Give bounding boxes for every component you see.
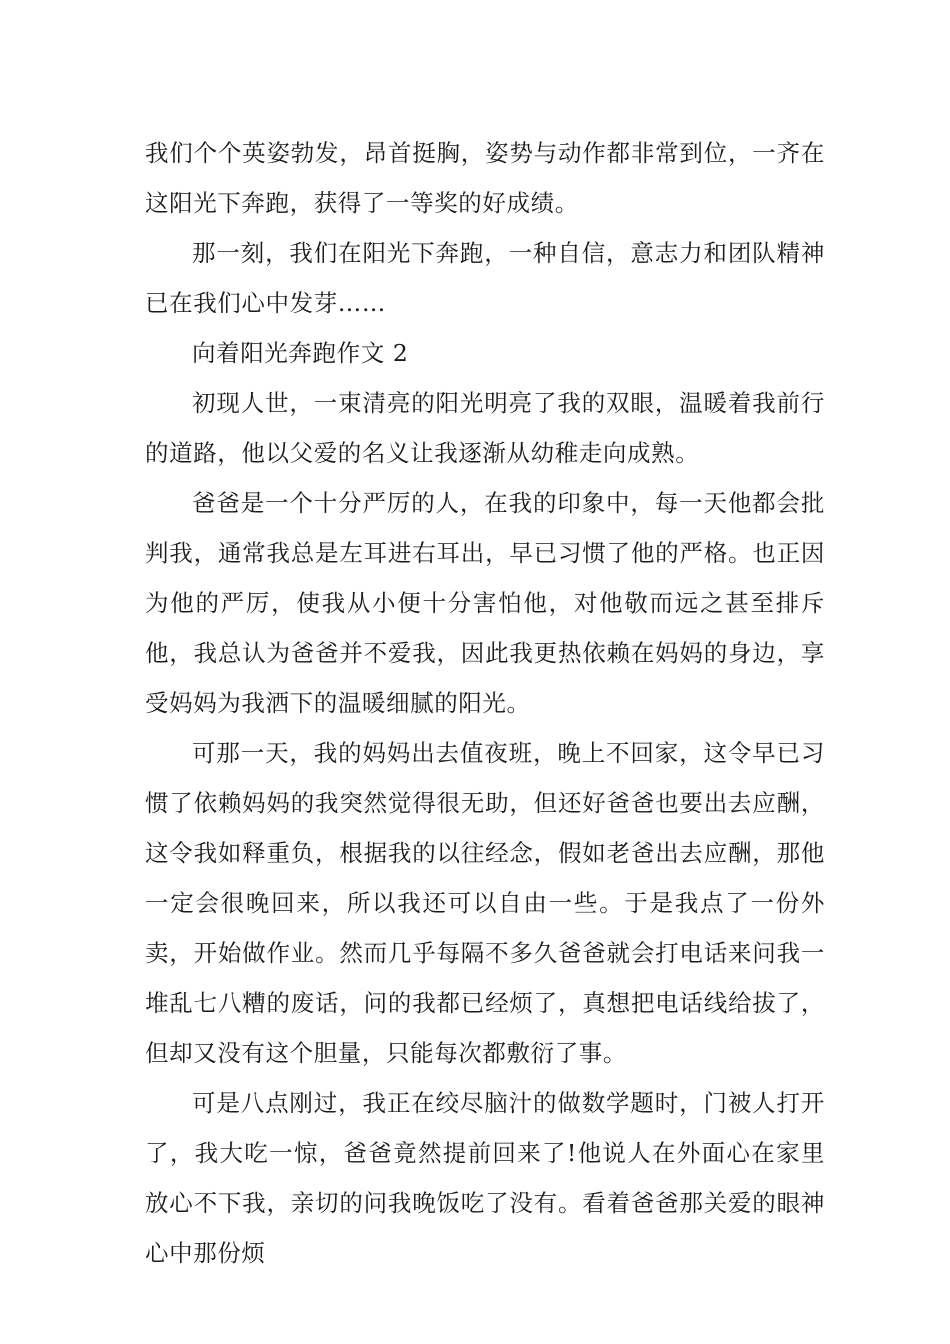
- section-heading: 向着阳光奔跑作文 2: [192, 339, 409, 367]
- document-body: [145, 128, 825, 1278]
- paragraph: 可那一天，我的妈妈出去值夜班，晚上不回家，这令早已习惯了依赖妈妈的我突然觉得很无助，但还好爸爸也要出去应酬，这令我如释重负，根据我的以往经念，假如老爸出去应酬，那他一定会很晚回来，所以我还可以自由一些。于是我点了一份外卖，开始做作业。然而几乎每隔不多久爸爸就会打电话来问我一堆乱七八糟的废话，问的我都已经烦了，真想把电话线给拔了，但却又没有这个胆量，只能每次都敷衍了事。: [145, 739, 825, 1067]
- paragraph: 可是八点刚过，我正在绞尽脑汁的做数学题时，门被人打开了，我大吃一惊，爸爸竟然提前回来了!他说人在外面心在家里放心不下我，亲切的问我晚饭吃了没有。看着爸爸那关爱的眼神心中那份烦: [145, 1089, 825, 1267]
- paragraph: 初现人世，一束清亮的阳光明亮了我的双眼，温暖着我前行的道路，他以父爱的名义让我逐渐从幼稚走向成熟。: [145, 389, 825, 467]
- paragraph-continuation: 我们个个英姿勃发，昂首挺胸，姿势与动作都非常到位，一齐在这阳光下奔跑，获得了一等奖的好成绩。: [145, 139, 825, 217]
- paragraph: 爸爸是一个十分严厉的人，在我的印象中，每一天他都会批判我，通常我总是左耳进右耳出，早已习惯了他的严格。也正因为他的严厉，使我从小便十分害怕他，对他敬而远之甚至排斥他，我总认为爸爸并不爱我，因此我更热依赖在妈妈的身边，享受妈妈为我洒下的温暖细腻的阳光。: [145, 489, 825, 717]
- paragraph: 那一刻，我们在阳光下奔跑，一种自信，意志力和团队精神已在我们心中发芽……: [145, 239, 825, 317]
